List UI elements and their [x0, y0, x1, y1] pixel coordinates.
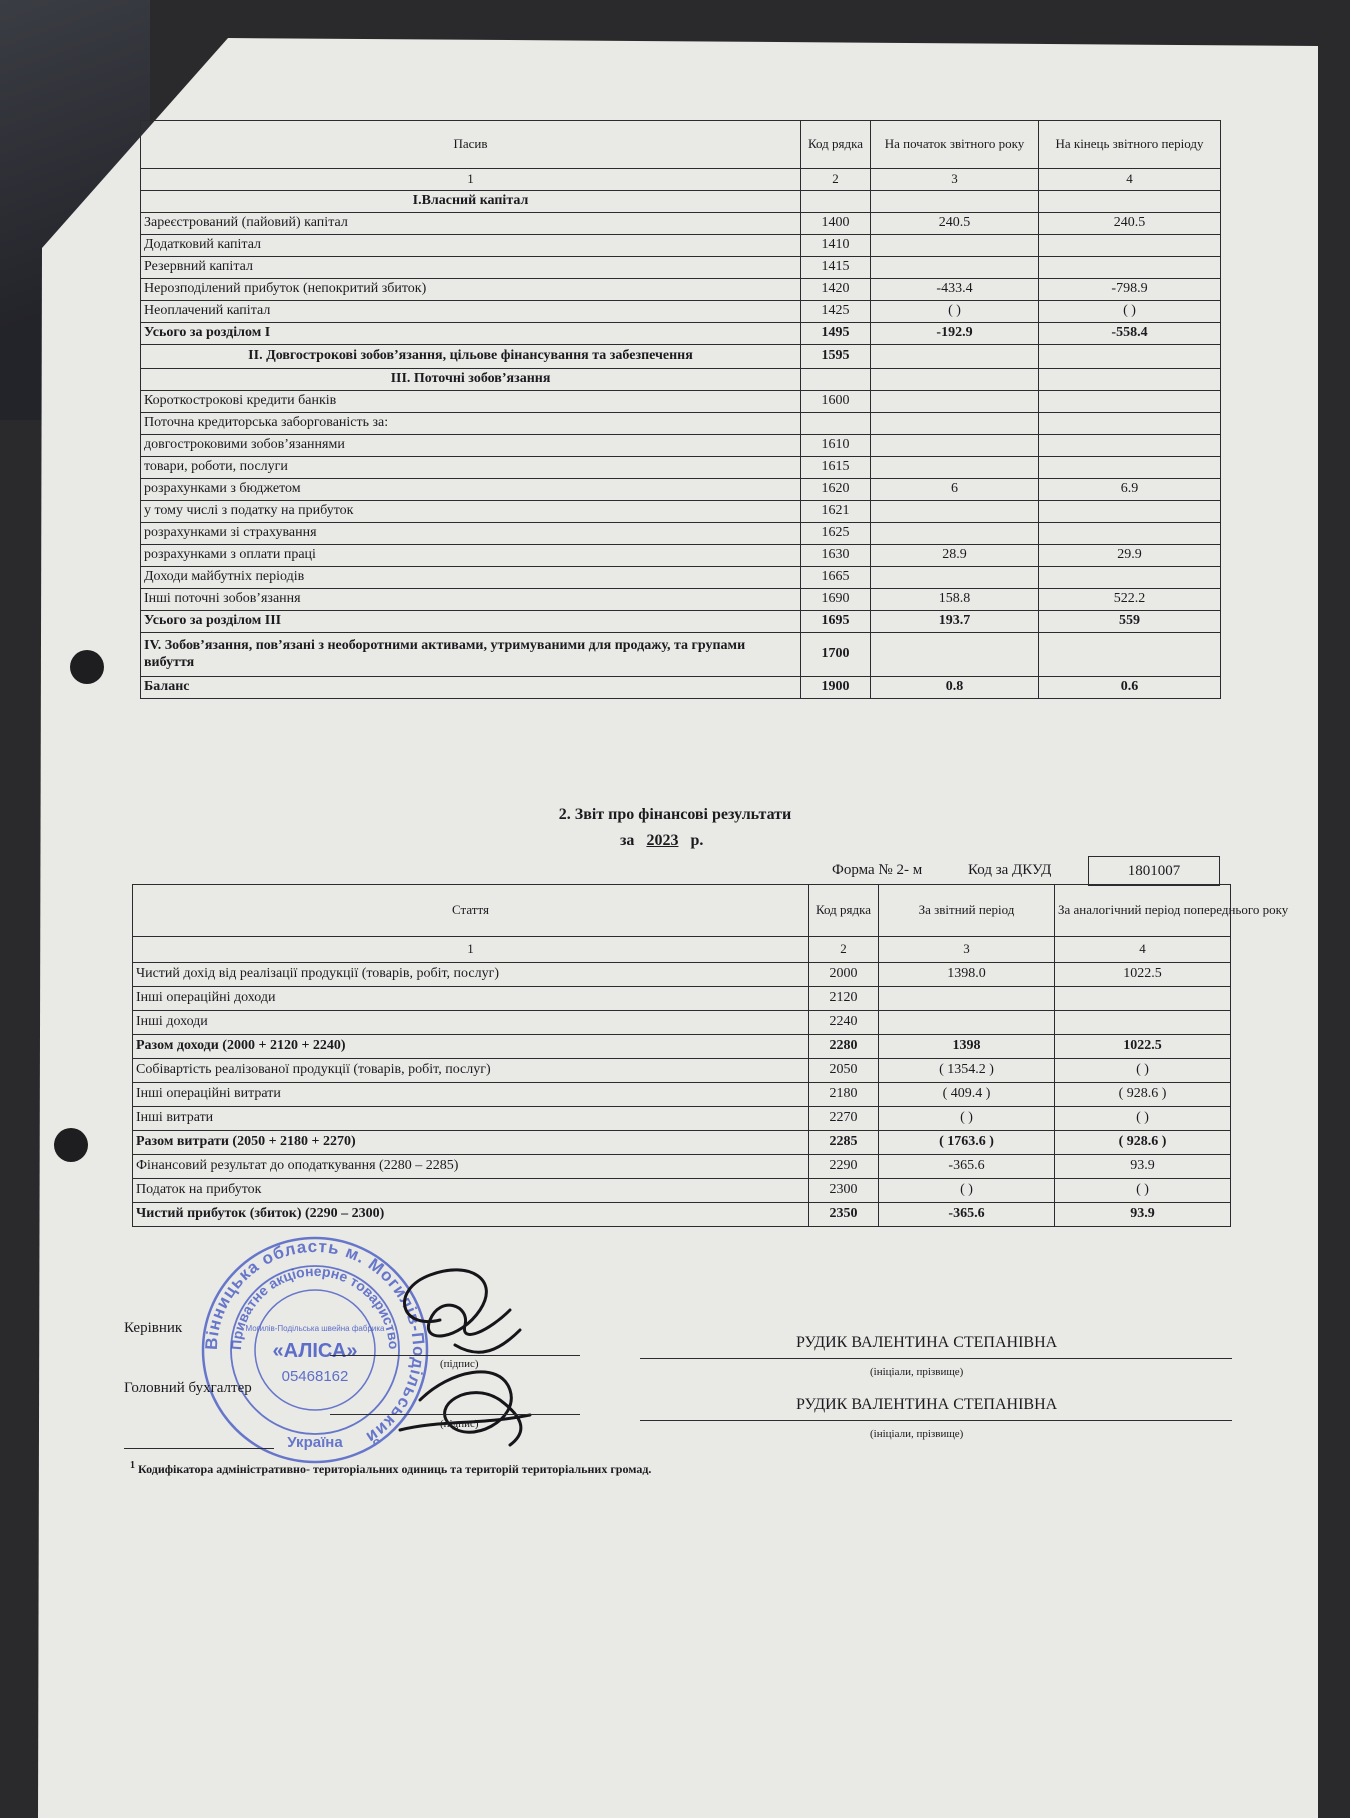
row-end-value	[1039, 567, 1221, 589]
row-code: 1665	[801, 567, 871, 589]
stamp-company-small: Могилів-Подільська швейна фабрика	[245, 1324, 385, 1333]
director-signature-caption: (підпис)	[440, 1358, 479, 1370]
row-code: 1630	[801, 545, 871, 567]
row-label: IV. Зобов’язання, пов’язані з необоротними активами, утримуваними для продажу, та групами вибуття	[141, 633, 801, 677]
row-end-value: 559	[1039, 611, 1221, 633]
row-label: Разом витрати (2050 + 2180 + 2270)	[133, 1131, 809, 1155]
row-start-value: ( )	[871, 301, 1039, 323]
row-code: 1615	[801, 457, 871, 479]
row-label: Баланс	[141, 677, 801, 699]
row-start-value: -433.4	[871, 279, 1039, 301]
row-end-value: -558.4	[1039, 323, 1221, 345]
row-label: Короткострокові кредити банків	[141, 391, 801, 413]
table-row	[141, 523, 1221, 545]
row-label: Інші операційні доходи	[133, 987, 809, 1011]
row-label: Доходи майбутніх періодів	[141, 567, 801, 589]
row-end-value	[1039, 457, 1221, 479]
table-row	[133, 963, 1231, 987]
row-end-value	[1039, 413, 1221, 435]
table-row	[141, 435, 1221, 457]
row-label: Інші доходи	[133, 1011, 809, 1035]
row-previous-value: ( )	[1055, 1059, 1231, 1083]
table-row	[141, 257, 1221, 279]
stamp-code: 05468162	[281, 1368, 349, 1385]
row-label: Нерозподілений прибуток (непокритий збиток)	[141, 279, 801, 301]
table-row	[141, 413, 1221, 435]
accountant-name-line	[640, 1420, 1232, 1421]
row-start-value	[871, 391, 1039, 413]
accountant-signature-line	[330, 1414, 580, 1415]
row-label: Інші витрати	[133, 1107, 809, 1131]
row-label: Зареєстрований (пайовий) капітал	[141, 213, 801, 235]
footnote-separator	[124, 1448, 274, 1449]
row-previous-value: 93.9	[1055, 1203, 1231, 1227]
header-article: Стаття	[133, 885, 809, 937]
col-number: 1	[141, 169, 801, 191]
stamp-country: Україна	[287, 1434, 343, 1451]
col-number: 3	[879, 937, 1055, 963]
row-current-value: ( 409.4 )	[879, 1083, 1055, 1107]
row-start-value	[871, 457, 1039, 479]
row-end-value	[1039, 435, 1221, 457]
stamp-outer-text: Вінницька область м. Могилів-Подільський	[201, 1236, 429, 1448]
row-end-value	[1039, 523, 1221, 545]
row-code: 2285	[809, 1131, 879, 1155]
row-code: 1621	[801, 501, 871, 523]
footnote-text: Кодифікатора адміністративно- територіальних одиниць та територій територіальних громад.	[138, 1462, 652, 1476]
row-previous-value	[1055, 1011, 1231, 1035]
table-header-row	[141, 121, 1221, 169]
row-code: 2120	[809, 987, 879, 1011]
row-label: Неоплачений капітал	[141, 301, 801, 323]
accountant-name: РУДИК ВАЛЕНТИНА СТЕПАНІВНА	[796, 1396, 1058, 1413]
table-row	[141, 345, 1221, 369]
table-row	[133, 1011, 1231, 1035]
row-code: 1400	[801, 213, 871, 235]
form-number: Форма № 2- м	[832, 862, 923, 878]
empty-cell	[871, 369, 1039, 391]
punch-hole-bottom	[54, 1128, 88, 1162]
row-label: Податок на прибуток	[133, 1179, 809, 1203]
row-label: розрахунками з оплати праці	[141, 545, 801, 567]
row-start-value	[871, 633, 1039, 677]
row-label: Інші операційні витрати	[133, 1083, 809, 1107]
accountant-signature-caption: (підпис)	[440, 1418, 479, 1430]
row-code: 1415	[801, 257, 871, 279]
row-previous-value: 93.9	[1055, 1155, 1231, 1179]
row-code: 2000	[809, 963, 879, 987]
table-row	[141, 279, 1221, 301]
empty-cell	[1039, 191, 1221, 213]
table-row	[141, 567, 1221, 589]
header-line-code: Код рядка	[801, 121, 871, 169]
report-title: 2. Звіт про фінансові результати	[558, 806, 792, 823]
table-row	[141, 677, 1221, 699]
row-previous-value: ( 928.6 )	[1055, 1083, 1231, 1107]
balance-liabilities-table	[140, 120, 1221, 699]
table-row	[141, 457, 1221, 479]
row-previous-value: ( )	[1055, 1107, 1231, 1131]
table-row	[141, 611, 1221, 633]
row-label: Поточна кредиторська заборгованість за:	[141, 413, 801, 435]
row-start-value: -192.9	[871, 323, 1039, 345]
table-header-row	[133, 885, 1231, 937]
row-label: Фінансовий результат до оподаткування (2280 – 2285)	[133, 1155, 809, 1179]
row-code: 1610	[801, 435, 871, 457]
row-label: Чистий дохід від реалізації продукції (товарів, робіт, послуг)	[133, 963, 809, 987]
table-row	[141, 323, 1221, 345]
row-code: 1695	[801, 611, 871, 633]
row-end-value	[1039, 257, 1221, 279]
row-start-value: 6	[871, 479, 1039, 501]
row-start-value: 0.8	[871, 677, 1039, 699]
empty-cell	[801, 191, 871, 213]
row-label: у тому числі з податку на прибуток	[141, 501, 801, 523]
header-end-period: На кінець звітного періоду	[1039, 121, 1221, 169]
section-title-row	[141, 369, 1221, 391]
table-row	[133, 1083, 1231, 1107]
header-previous-period: За аналогічний період попереднього року	[1055, 885, 1231, 937]
row-code: 2240	[809, 1011, 879, 1035]
row-code	[801, 413, 871, 435]
row-label: Чистий прибуток (збиток) (2290 – 2300)	[133, 1203, 809, 1227]
row-start-value	[871, 345, 1039, 369]
row-end-value	[1039, 391, 1221, 413]
stamp-company-name: «АЛІСА»	[272, 1340, 358, 1362]
row-code: 2280	[809, 1035, 879, 1059]
section-3-title: IІІ. Поточні зобов’язання	[141, 369, 801, 391]
row-current-value	[879, 987, 1055, 1011]
header-current-period: За звітний період	[879, 885, 1055, 937]
financial-results-table	[132, 884, 1289, 1227]
table-row	[141, 235, 1221, 257]
row-label: Усього за розділом IІІ	[141, 611, 801, 633]
table-row	[133, 1203, 1231, 1227]
row-start-value	[871, 501, 1039, 523]
row-code: 2350	[809, 1203, 879, 1227]
row-code: 1700	[801, 633, 871, 677]
col-number: 1	[133, 937, 809, 963]
row-code: 2180	[809, 1083, 879, 1107]
footnote	[130, 1460, 651, 1477]
row-code: 1425	[801, 301, 871, 323]
row-label: Резервний капітал	[141, 257, 801, 279]
table-row	[141, 501, 1221, 523]
row-code: 1620	[801, 479, 871, 501]
row-end-value: 6.9	[1039, 479, 1221, 501]
empty-cell	[1039, 369, 1221, 391]
row-label: Разом доходи (2000 + 2120 + 2240)	[133, 1035, 809, 1059]
director-label: Керівник	[124, 1320, 183, 1336]
col-number: 4	[1055, 937, 1231, 963]
accountant-name-caption: (ініціали, прізвище)	[870, 1428, 964, 1440]
row-start-value	[871, 567, 1039, 589]
row-previous-value: 1022.5	[1055, 1035, 1231, 1059]
director-name-caption: (ініціали, прізвище)	[870, 1366, 964, 1378]
column-number-row	[141, 169, 1221, 191]
column-number-row	[133, 937, 1231, 963]
header-liabilities: Пасив	[141, 121, 801, 169]
row-current-value: ( 1763.6 )	[879, 1131, 1055, 1155]
row-label: Додатковий капітал	[141, 235, 801, 257]
director-signature-line	[330, 1355, 580, 1356]
accountant-label: Головний бухгалтер	[124, 1380, 252, 1396]
empty-cell	[801, 369, 871, 391]
header-start-year: На початок звітного року	[871, 121, 1039, 169]
row-current-value: 1398.0	[879, 963, 1055, 987]
row-code: 1420	[801, 279, 871, 301]
row-code: 2050	[809, 1059, 879, 1083]
row-current-value: ( )	[879, 1179, 1055, 1203]
table-row	[141, 213, 1221, 235]
row-current-value: ( 1354.2 )	[879, 1059, 1055, 1083]
row-start-value: 193.7	[871, 611, 1039, 633]
table-row	[141, 479, 1221, 501]
table-row	[141, 301, 1221, 323]
row-start-value	[871, 413, 1039, 435]
row-label: розрахунками з бюджетом	[141, 479, 801, 501]
row-current-value: -365.6	[879, 1203, 1055, 1227]
row-end-value: 29.9	[1039, 545, 1221, 567]
row-end-value: ( )	[1039, 301, 1221, 323]
row-label: довгостроковими зобов’язаннями	[141, 435, 801, 457]
table-row	[133, 1179, 1231, 1203]
row-current-value	[879, 1011, 1055, 1035]
row-start-value: 158.8	[871, 589, 1039, 611]
col-number: 3	[871, 169, 1039, 191]
table-row	[141, 545, 1221, 567]
row-start-value	[871, 235, 1039, 257]
director-name: РУДИК ВАЛЕНТИНА СТЕПАНІВНА	[796, 1334, 1058, 1351]
row-end-value: 522.2	[1039, 589, 1221, 611]
report-year: 2023	[646, 832, 679, 849]
row-code: 1495	[801, 323, 871, 345]
dkud-code: 1801007	[1088, 856, 1220, 886]
table-row	[133, 1131, 1231, 1155]
row-code: 1900	[801, 677, 871, 699]
report-period	[620, 832, 703, 850]
row-end-value	[1039, 633, 1221, 677]
row-code: 2290	[809, 1155, 879, 1179]
row-start-value	[871, 523, 1039, 545]
row-start-value: 28.9	[871, 545, 1039, 567]
row-label: розрахунками зі страхування	[141, 523, 801, 545]
row-start-value: 240.5	[871, 213, 1039, 235]
row-label: Усього за розділом I	[141, 323, 801, 345]
table-row	[141, 391, 1221, 413]
col-number: 2	[809, 937, 879, 963]
director-name-line	[640, 1358, 1232, 1359]
row-start-value	[871, 257, 1039, 279]
empty-cell	[871, 191, 1039, 213]
row-label: товари, роботи, послуги	[141, 457, 801, 479]
table-row	[133, 987, 1231, 1011]
period-prefix: за	[620, 832, 635, 849]
table-row	[141, 589, 1221, 611]
row-label: ІІ. Довгострокові зобов’язання, цільове фінансування та забезпечення	[141, 345, 801, 369]
footnote-marker: 1	[130, 1460, 135, 1471]
row-code: 1690	[801, 589, 871, 611]
row-code: 2300	[809, 1179, 879, 1203]
row-label: Собівартість реалізованої продукції (товарів, робіт, послуг)	[133, 1059, 809, 1083]
row-previous-value: ( )	[1055, 1179, 1231, 1203]
stamp-inner-text: Приватне акціонерне товариство	[227, 1262, 403, 1351]
dkud-label: Код за ДКУД	[968, 862, 1052, 878]
row-end-value: 240.5	[1039, 213, 1221, 235]
row-end-value	[1039, 501, 1221, 523]
row-code: 1410	[801, 235, 871, 257]
table-row	[133, 1059, 1231, 1083]
row-end-value	[1039, 345, 1221, 369]
col-number: 2	[801, 169, 871, 191]
section-title-row	[141, 191, 1221, 213]
row-code: 1595	[801, 345, 871, 369]
row-previous-value	[1055, 987, 1231, 1011]
row-current-value: 1398	[879, 1035, 1055, 1059]
row-code: 2270	[809, 1107, 879, 1131]
section-1-title: І.Власний капітал	[141, 191, 801, 213]
header-line-code: Код рядка	[809, 885, 879, 937]
table-row	[133, 1155, 1231, 1179]
row-end-value	[1039, 235, 1221, 257]
col-number: 4	[1039, 169, 1221, 191]
row-label: Інші поточні зобов’язання	[141, 589, 801, 611]
table-row	[133, 1107, 1231, 1131]
row-end-value: -798.9	[1039, 279, 1221, 301]
punch-hole-top	[70, 650, 104, 684]
table-row	[133, 1035, 1231, 1059]
period-suffix: р.	[690, 832, 704, 849]
row-start-value	[871, 435, 1039, 457]
row-previous-value: ( 928.6 )	[1055, 1131, 1231, 1155]
row-code: 1600	[801, 391, 871, 413]
table-row	[141, 633, 1221, 677]
row-current-value: -365.6	[879, 1155, 1055, 1179]
row-previous-value: 1022.5	[1055, 963, 1231, 987]
row-current-value: ( )	[879, 1107, 1055, 1131]
row-code: 1625	[801, 523, 871, 545]
row-end-value: 0.6	[1039, 677, 1221, 699]
